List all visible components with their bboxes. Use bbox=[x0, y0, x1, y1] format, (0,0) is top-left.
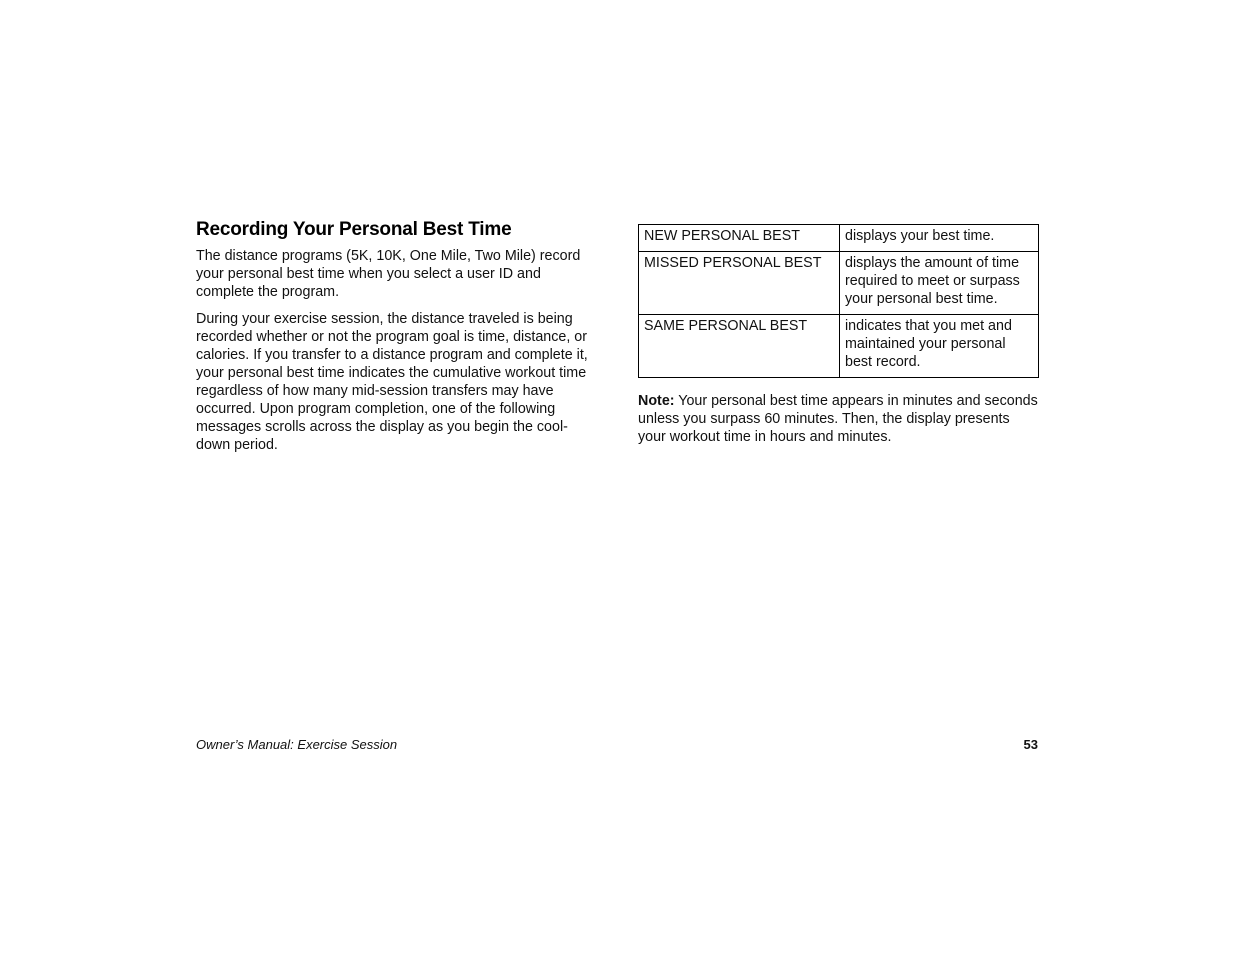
section-heading: Recording Your Personal Best Time bbox=[196, 219, 512, 240]
table-row bbox=[639, 225, 1039, 252]
description-cell: displays your best time. bbox=[840, 225, 1039, 252]
note-label: Note: bbox=[638, 393, 675, 409]
page-number: 53 bbox=[1023, 737, 1038, 752]
message-cell: NEW PERSONAL BEST bbox=[639, 225, 840, 252]
description-cell: displays the amount of time required to meet or surpass your personal best time. bbox=[840, 252, 1039, 315]
right-column bbox=[638, 224, 1039, 446]
table-row bbox=[639, 315, 1039, 378]
note-paragraph bbox=[638, 392, 1039, 446]
description-cell: indicates that you met and maintained your personal best record. bbox=[840, 315, 1039, 378]
note-text: Your personal best time appears in minutes and seconds unless you surpass 60 minutes. Then, the display presents your workout time in hours and minutes. bbox=[638, 393, 1038, 445]
intro-paragraph: The distance programs (5K, 10K, One Mile, Two Mile) record your personal best time when you select a user ID and complete the program. bbox=[196, 248, 581, 300]
session-paragraph: During your exercise session, the distance traveled is being recorded whether or not the program goal is time, distance, or calories. If you transfer to a distance program and complete it, your personal best time indicates the cumulative workout time regardless of how many mid-session transfers may have occurred. Upon program completion, one of the following messages scrolls across the display as you begin the cool-down period. bbox=[196, 311, 588, 453]
personal-best-messages-table bbox=[638, 224, 1039, 378]
message-cell: MISSED PERSONAL BEST bbox=[639, 252, 840, 315]
table-row bbox=[639, 252, 1039, 315]
message-cell: SAME PERSONAL BEST bbox=[639, 315, 840, 378]
left-column bbox=[196, 218, 598, 463]
footer-title: Owner’s Manual: Exercise Session bbox=[196, 737, 398, 752]
